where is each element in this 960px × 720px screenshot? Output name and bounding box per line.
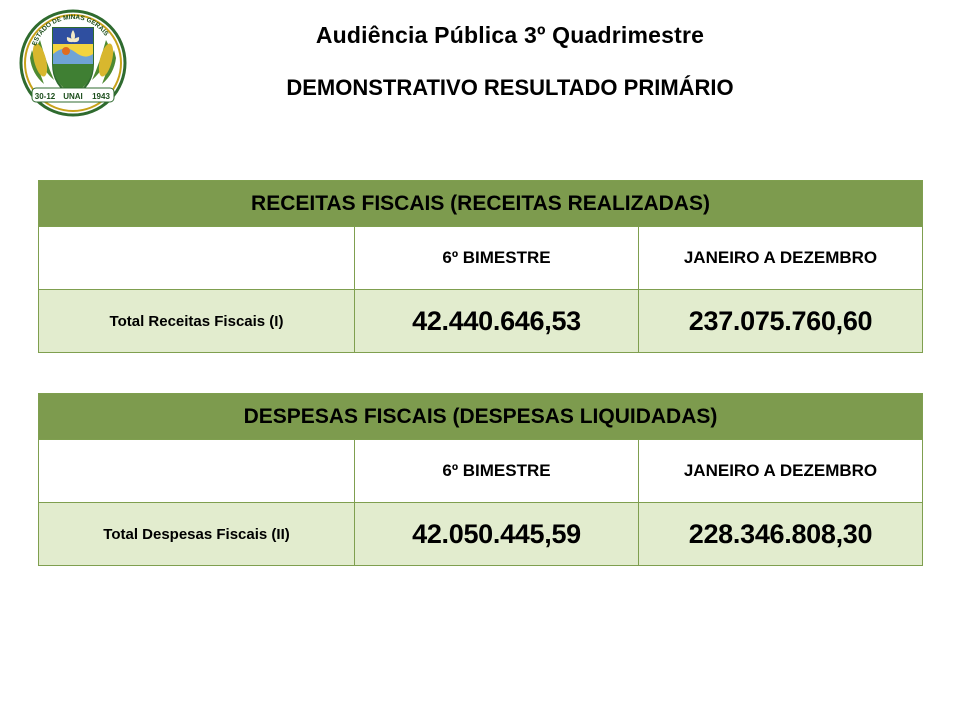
table-heading-row [39, 181, 923, 227]
receitas-row-label: Total Receitas Fiscais (I) [39, 290, 355, 353]
receitas-col-empty [39, 227, 355, 290]
table-row [39, 503, 923, 566]
receitas-heading: RECEITAS FISCAIS (RECEITAS REALIZADAS) [39, 181, 923, 227]
despesas-col-bimestre: 6º BIMESTRE [355, 440, 639, 503]
despesas-row-bimestre-value: 42.050.445,59 [355, 503, 639, 566]
coat-of-arms-icon [18, 8, 128, 118]
page-header [0, 0, 960, 130]
despesas-fiscais-table [38, 393, 923, 566]
table-column-header-row [39, 227, 923, 290]
table-heading-row [39, 394, 923, 440]
spacer-between-tables [0, 353, 960, 393]
despesas-heading: DESPESAS FISCAIS (DESPESAS LIQUIDADAS) [39, 394, 923, 440]
svg-text:ESTADO DE MINAS GERAIS: ESTADO DE MINAS GERAIS [31, 13, 110, 47]
despesas-col-janeiro-dezembro: JANEIRO A DEZEMBRO [639, 440, 923, 503]
receitas-row-bimestre-value: 42.440.646,53 [355, 290, 639, 353]
receitas-fiscais-table [38, 180, 923, 353]
crest-center-text: UNAI [63, 92, 83, 101]
table-column-header-row [39, 440, 923, 503]
receitas-col-janeiro-dezembro: JANEIRO A DEZEMBRO [639, 227, 923, 290]
table-row [39, 290, 923, 353]
crest-right-text: 1943 [92, 92, 110, 101]
spacer-top [0, 130, 960, 180]
despesas-row-janeiro-dezembro-value: 228.346.808,30 [639, 503, 923, 566]
despesas-row-label: Total Despesas Fiscais (II) [39, 503, 355, 566]
despesas-table-wrapper [38, 393, 922, 566]
despesas-col-empty [39, 440, 355, 503]
receitas-col-bimestre: 6º BIMESTRE [355, 227, 639, 290]
title-block [0, 0, 960, 101]
receitas-row-janeiro-dezembro-value: 237.075.760,60 [639, 290, 923, 353]
page-subtitle: DEMONSTRATIVO RESULTADO PRIMÁRIO [286, 75, 734, 100]
page-title: Audiência Pública 3º Quadrimestre [315, 22, 705, 48]
receitas-table-wrapper [38, 180, 922, 353]
crest-left-text: 30-12 [34, 92, 56, 101]
